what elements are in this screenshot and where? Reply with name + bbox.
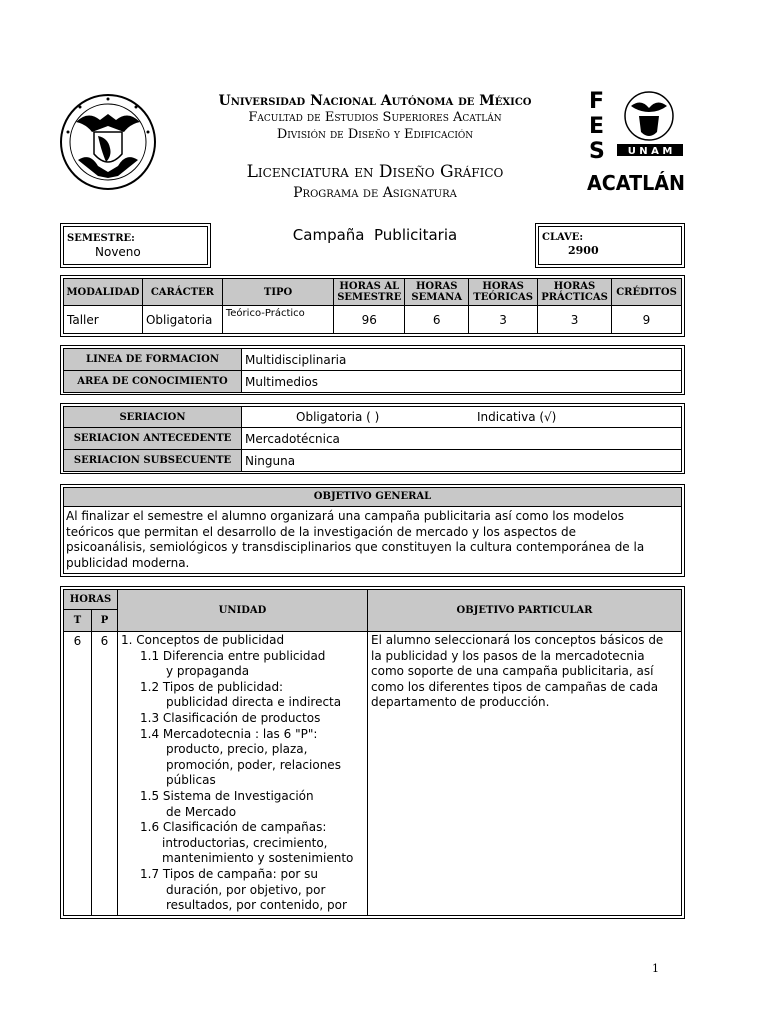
unit-line: 1.3 Clasificación de productos [140,711,321,725]
objective-particular-line: departamento de producción. [371,695,550,710]
unit-line: 1.2 Tipos de publicidad: [140,680,284,694]
seriation-options [242,407,682,428]
antecedente-label: SERIACION ANTECEDENTE [64,428,242,450]
clave-box [535,223,685,268]
value-caracter: Obligatoria [142,306,222,334]
objective-particular-line: como los diferentes tipos de campañas de cada [371,679,659,694]
area-label: AREA DE CONOCIMIENTO [64,371,242,393]
seriation-label: SERIACION [64,407,242,428]
antecedente-value: Mercadotécnica [242,428,682,450]
objetivo-particular-header: OBJETIVO PARTICULAR [368,590,682,632]
units-table [63,589,682,916]
header-horas-practicas: HORAS PRÁCTICAS [538,279,612,306]
header-horas-teoricas: HORAS TEÓRICAS [469,279,538,306]
svg-text:F: F [589,89,605,114]
header-horas-semestre: HORAS AL SEMESTRE [334,279,405,306]
objective-line: teóricos que permitan el desarrollo de la investigación de mercado y los aspectos de [66,524,576,539]
unit-line: y propaganda [166,664,250,678]
clave-label: CLAVE: [542,232,584,243]
objective-title: OBJETIVO GENERAL [313,491,432,502]
linea-value: Multidisciplinaria [242,349,682,371]
p-hours: 6 [100,634,109,648]
objective-particular-line: la publicidad y los pasos de la mercadotecnia [371,648,645,663]
value-horas-semana: 6 [405,306,469,334]
header-modalidad: MODALIDAD [64,279,143,306]
course-name: Campaña Publicitaria [292,226,458,244]
objective-title-bar [63,487,682,507]
linea-label: LINEA DE FORMACION [64,349,242,371]
unit-line: 1. Conceptos de publicidad [121,633,285,647]
value-horas-practicas: 3 [538,306,612,334]
header-caracter: CARÁCTER [142,279,222,306]
unit-line: 1.6 Clasificación de campañas: [140,820,327,834]
fes-acatlan-logo [587,88,687,200]
university-name: Universidad Nacional Autónoma de México [218,93,532,109]
objective-line: psicoanálisis, semiológicos y transdisciplinarios que constituyen la cultura contemporánea de la [66,540,645,555]
seriation-table [63,406,682,472]
unit-line: 1.1 Diferencia entre publicidad [140,649,326,663]
value-creditos: 9 [612,306,682,334]
semester-box [60,223,211,268]
svg-text:U N A M: U N A M [627,146,673,157]
unit-content-cell [118,632,368,916]
indicativa-option: Indicativa (√) [477,410,557,424]
objective-particular-line: El alumno seleccionará los conceptos básicos de [371,633,664,647]
clave-value: 2900 [568,244,599,257]
objective-particular-line: como soporte de una campaña publicitaria, así [371,664,654,679]
unit-line: promoción, poder, relaciones [166,758,341,772]
value-tipo: Teórico-Práctico [222,306,333,334]
value-horas-semestre: 96 [334,306,405,334]
degree-title: Licenciatura en Diseño Gráfico [246,162,504,182]
objective-particular-cell [368,632,682,916]
unit-line: 1.5 Sistema de Investigación [140,789,314,803]
header-tipo: TIPO [222,279,333,306]
objective-line: Al finalizar el semestre el alumno organizará una campaña publicitaria así como los modelos [66,509,624,523]
objective-body [63,507,682,574]
header-creditos: CRÉDITOS [612,279,682,306]
unit-line: introductorias, crecimiento, [162,836,328,850]
subsecuente-value: Ninguna [242,450,682,472]
unit-line: mantenimiento y sostenimiento [162,851,354,865]
unit-line: de Mercado [166,805,237,819]
program-subtitle: Programa de Asignatura [293,185,457,201]
unit-line: publicidad directa e indirecta [166,695,342,709]
unit-line: 1.4 Mercadotecnia : las 6 "P": [140,727,318,741]
value-modalidad: Taller [64,306,143,334]
value-horas-teoricas: 3 [469,306,538,334]
faculty-name: Facultad de Estudios Superiores Acatlán [248,110,502,125]
formation-table [63,348,682,393]
row-t-value [64,632,92,916]
unit-line: 1.7 Tipos de campaña: por su [140,867,319,881]
semester-value: Noveno [95,245,141,259]
info-table [63,278,682,334]
svg-text:E: E [589,114,605,139]
row-p-value [92,632,118,916]
unit-line: resultados, por contenido, por [166,898,347,912]
division-name: División de Diseño y Edificación [276,127,474,142]
svg-text:S: S [589,139,605,164]
semester-label: SEMESTRE: [67,233,135,244]
subsecuente-label: SERIACION SUBSECUENTE [64,450,242,472]
page-number: 1 [652,962,659,975]
header-horas-semana: HORAS SEMANA [405,279,469,306]
unidad-header: UNIDAD [118,590,368,632]
obligatoria-option: Obligatoria ( ) [296,410,380,424]
unit-line: públicas [166,773,216,787]
t-hours: 6 [73,634,82,648]
unit-line: duración, por objetivo, por [166,883,326,897]
p-header: P [92,610,118,632]
t-header: T [64,610,92,632]
horas-header: HORAS [64,590,118,610]
unam-seal-logo [58,92,158,192]
objective-line: publicidad moderna. [66,555,190,570]
area-value: Multimedios [242,371,682,393]
unit-line: producto, precio, plaza, [166,742,308,756]
svg-text:ACATLÁN: ACATLÁN [587,171,685,195]
